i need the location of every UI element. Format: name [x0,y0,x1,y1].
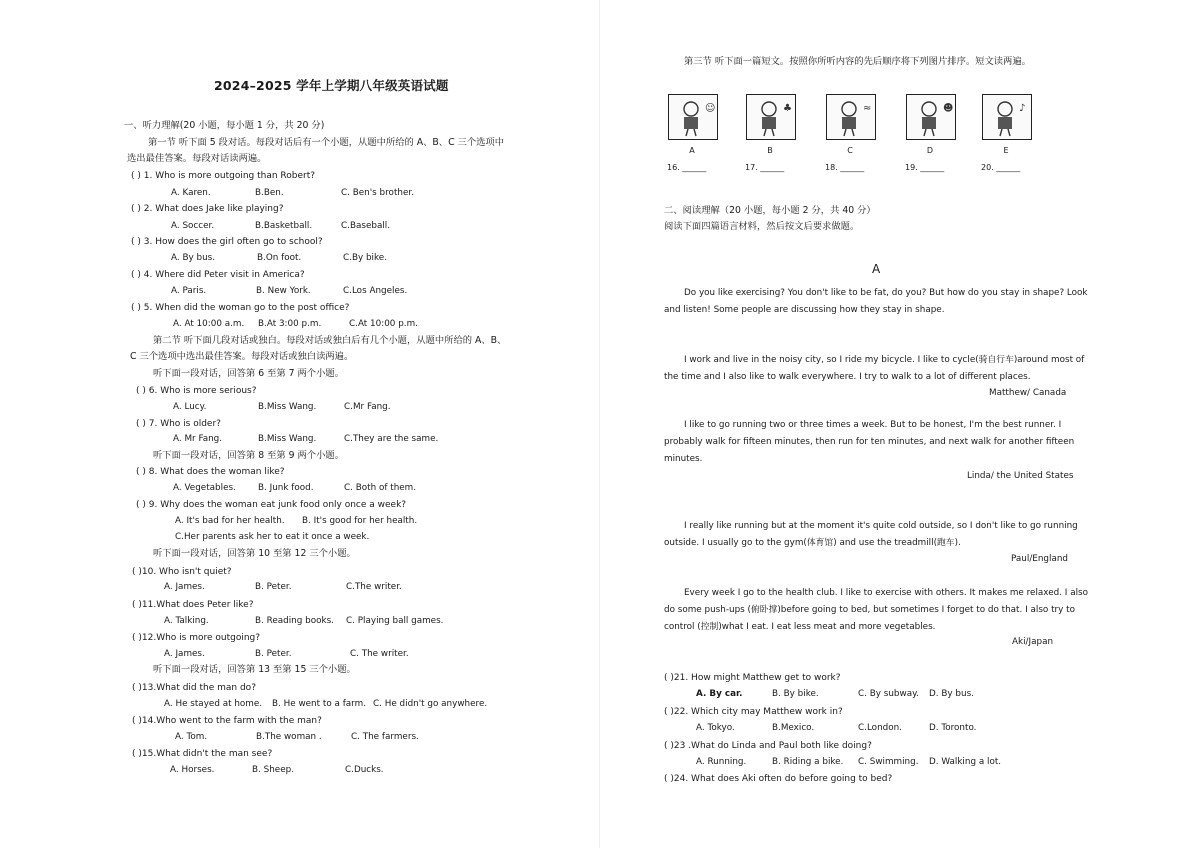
sketch-icon [747,95,795,139]
sketch-icon [907,95,955,139]
option-q22-0: A. Tokyo. [696,723,735,733]
option-q22-3: D. Toronto. [929,723,977,733]
option-q12c: C. The writer. [350,649,409,659]
option-q10b: B. Peter. [255,582,292,592]
option-q21-1: B. By bike. [772,689,819,699]
reading-instruction: 阅读下面四篇语言材料，然后按文后要求做题。 [664,221,860,232]
passage-matthew: I work and live in the noisy city, so I ride my bicycle. I like to cycle(骑自行车)around most of the time and I also like to walk everywhere. I try to walk to a lot of different places. [664,355,1085,382]
option-q4a: A. Paris. [171,286,207,296]
option-q15a: A. Horses. [170,765,215,775]
option-q11c: C. Playing ball games. [346,616,444,626]
question-q6: ( ) 6. Who is more serious? [136,386,257,396]
question-q24: ( )24. What does Aki often do before going to bed? [664,774,893,784]
picture-label: E [1003,146,1009,155]
passage-paul: I really like running but at the moment it's quite cold outside, so I don't like to go running outside. I usually go to the gym(体育馆) and use the treadmill(跑车). [664,521,1078,548]
option-q23-2: C. Swimming. [858,757,919,767]
question-q2: ( ) 2. What does Jake like playing? [131,204,284,214]
option-q3a: A. By bus. [171,253,216,263]
option-q8c: C. Both of them. [344,483,417,493]
instruction-s2c: 听下面一段对话，回答第 6 至第 7 两个小题。 [153,368,344,379]
question-q5: ( ) 5. When did the woman go to the post office? [131,303,350,313]
option-q4b: B. New York. [256,286,311,296]
option-q10a: A. James. [164,582,205,592]
option-q23-3: D. Walking a lot. [929,757,1002,767]
option-q8a: A. Vegetables. [173,483,236,493]
svg-text:☻: ☻ [943,103,954,114]
option-q2b: B.Basketball. [255,221,313,231]
instruction-s1: 一、听力理解(20 小题，每小题 1 分，共 20 分) [124,120,325,131]
question-q21: ( )21. How might Matthew get to work? [664,673,841,683]
option-q2a: A. Soccer. [171,221,215,231]
option-q13c: C. He didn't go anywhere. [373,699,488,709]
option-q23-0: A. Running. [696,757,747,767]
answer-blank[interactable]: 17. ______ [745,163,785,172]
svg-text:☺: ☺ [705,103,716,114]
option-q8b: B. Junk food. [258,483,314,493]
picture-e [982,94,1032,140]
question-q23: ( )23 .What do Linda and Paul both like doing? [664,741,872,751]
option-q23-1: B. Riding a bike. [772,757,844,767]
signature-linda: Linda/ the United States [967,471,1074,481]
option-q22-2: C.London. [858,723,902,733]
svg-text:♣: ♣ [783,103,792,114]
option-q22-1: B.Mexico. [772,723,815,733]
option-q3c: C.By bike. [343,253,387,263]
option-q21-3: D. By bus. [929,689,974,699]
option-q7a: A. Mr Fang. [173,434,223,444]
instruction-s1b: 选出最佳答案。每段对话读两遍。 [127,153,267,164]
option-q5b: B.At 3:00 p.m. [258,319,322,329]
question-q13: ( )13.What did the man do? [132,683,256,693]
picture-c [826,94,876,140]
svg-text:≈: ≈ [863,103,872,114]
option-q2c: C.Baseball. [341,221,391,231]
option-q9a: A. It's bad for her health. [175,516,285,526]
question-q9: ( ) 9. Why does the woman eat junk food only once a week? [136,500,407,510]
option-q15c: C.Ducks. [345,765,384,775]
passage-a-heading: A [872,262,881,276]
option-q5a: A. At 10:00 a.m. [173,319,245,329]
signature-aki: Aki/Japan [1012,637,1054,647]
question-q15: ( )15.What didn't the man see? [132,749,273,759]
option-q10c: C.The writer. [346,582,402,592]
instruction-s2e: 听下面一段对话，回答第 10 至第 12 三个小题。 [153,548,356,559]
answer-blank[interactable]: 18. ______ [825,163,865,172]
exam-title: 2024–2025 学年上学期八年级英语试题 [214,78,449,93]
option-q1b: B.Ben. [255,188,284,198]
option-q9b: B. It's good for her health. [302,516,418,526]
instruction-s2b: C 三个选项中选出最佳答案。每段对话或独白读两遍。 [130,351,354,362]
question-q4: ( ) 4. Where did Peter visit in America? [131,270,305,280]
option-q13b: B. He went to a farm. [272,699,367,709]
picture-label: C [847,146,853,155]
picture-label: B [767,146,773,155]
option-q11a: A. Talking. [164,616,209,626]
question-q10: ( )10. Who isn't quiet? [132,567,232,577]
option-q15b: B. Sheep. [252,765,294,775]
picture-label: A [689,146,695,155]
option-q6c: C.Mr Fang. [344,402,391,412]
option-q4c: C.Los Angeles. [343,286,408,296]
section3-instruction: 第三节 听下面一篇短文。按照你所听内容的先后顺序将下列图片排序。短文读两遍。 [684,56,1031,67]
option-q14c: C. The farmers. [351,732,419,742]
question-q11: ( )11.What does Peter like? [132,600,254,610]
option-q6a: A. Lucy. [173,402,207,412]
question-q14: ( )14.Who went to the farm with the man? [132,716,322,726]
sketch-icon [669,95,717,139]
option-q1c: C. Ben's brother. [341,188,414,198]
option-q1a: A. Karen. [171,188,211,198]
sketch-icon [983,95,1031,139]
option-q14a: A. Tom. [175,732,208,742]
question-q1: ( ) 1. Who is more outgoing than Robert? [131,171,316,181]
option-q5c: C.At 10:00 p.m. [349,319,418,329]
option-q3b: B.On foot. [257,253,302,263]
question-q12: ( )12.Who is more outgoing? [132,633,261,643]
signature-matthew: Matthew/ Canada [989,388,1067,398]
sketch-icon [827,95,875,139]
picture-d [906,94,956,140]
option-q13a: A. He stayed at home. [164,699,263,709]
passage-linda: I like to go running two or three times a week. But to be honest, I'm the best runner. I probably walk for fifteen minutes, then run for ten minutes, and next walk for another fifteen minutes. [664,420,1075,464]
instruction-s2f: 听下面一段对话，回答第 13 至第 15 三个小题。 [153,664,356,675]
instruction-s2a: 第二节 听下面几段对话或独白。每段对话或独白后有几个小题，从题中所给的 A、B、 [153,335,507,346]
question-q22: ( )22. Which city may Matthew work in? [664,707,843,717]
instruction-s1a: 第一节 听下面 5 段对话。每段对话后有一个小题，从题中所给的 A、B、C 三个选项中 [148,137,505,148]
reading-title: 二、阅读理解（20 小题，每小题 2 分，共 40 分） [664,205,876,216]
passage-aki: Every week I go to the health club. I like to exercise with others. It makes me relaxed. I also do some push-ups (俯卧撑)before going to bed, but sometimes I forget to do that. I also try to control (控制)what I eat. I eat less meat and more vegetables. [664,588,1088,632]
question-q7: ( ) 7. Who is older? [136,419,221,429]
picture-label: D [926,146,934,155]
question-q3: ( ) 3. How does the girl often go to school? [131,237,323,247]
answer-blank[interactable]: 16. ______ [667,163,707,172]
option-q9c: C.Her parents ask her to eat it once a week. [175,532,370,542]
option-q14b: B.The woman . [256,732,322,742]
option-q21-0: A. By car. [696,689,743,699]
option-q11b: B. Reading books. [255,616,334,626]
svg-text:♪: ♪ [1019,103,1026,114]
instruction-s2d: 听下面一段对话，回答第 8 至第 9 两个小题。 [153,450,344,461]
option-q6b: B.Miss Wang. [258,402,317,412]
option-q7c: C.They are the same. [344,434,439,444]
option-q12a: A. James. [164,649,205,659]
answer-blank[interactable]: 20. ______ [981,163,1021,172]
answer-blank[interactable]: 19. ______ [905,163,945,172]
picture-b [746,94,796,140]
right-page [600,0,1200,848]
passage-intro: Do you like exercising? You don't like to be fat, do you? But how do you stay in shape? Look and listen! Some people are discussing how they stay in shape. [664,288,1088,315]
option-q12b: B. Peter. [255,649,292,659]
option-q21-2: C. By subway. [858,689,919,699]
signature-paul: Paul/England [1011,554,1068,564]
picture-a [668,94,718,140]
question-q8: ( ) 8. What does the woman like? [136,467,285,477]
option-q7b: B.Miss Wang. [258,434,317,444]
